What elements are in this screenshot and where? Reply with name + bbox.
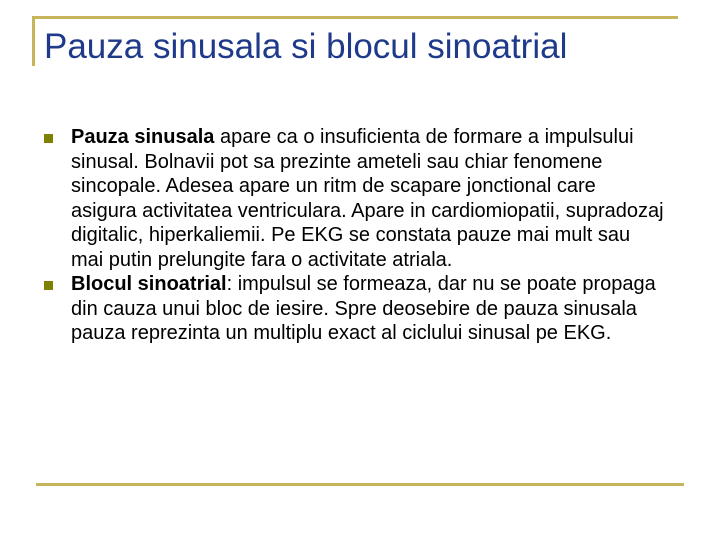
bullet-list [44, 125, 664, 346]
bullet-text: : impulsul se formeaza, dar nu se poate propaga din cauza unui bloc de iesire. Spre deosebire de pauza sinusala pauza reprezinta un multiplu exact al ciclului sinusal pe EKG. [71, 273, 656, 344]
frame-bottom-line [36, 483, 684, 486]
frame-top-line [32, 16, 678, 19]
frame-left-line [32, 16, 35, 66]
bullet-square-icon [44, 281, 53, 290]
bullet-text: apare ca o insuficienta de formare a impulsului sinusal. Bolnavii pot sa prezinte ameteli sau chiar fenomene sincopale. Adesea apare un ritm de scapare jonctional care asigura activitatea ventriculara. Apare in cardiomiopatii, supradozaj digitalic, hiperkaliemii. Pe EKG se constata pauze mai mult sau mai putin prelungite fara o activitate atriala. [71, 126, 664, 271]
bullet-term: Blocul sinoatrial [71, 273, 227, 295]
bullet-item-blocul-sinoatrial [44, 272, 664, 346]
slide-title: Pauza sinusala si blocul sinoatrial [44, 27, 568, 66]
bullet-square-icon [44, 134, 53, 143]
bullet-item-pauza-sinusala [44, 125, 664, 272]
bullet-term: Pauza sinusala [71, 126, 215, 148]
